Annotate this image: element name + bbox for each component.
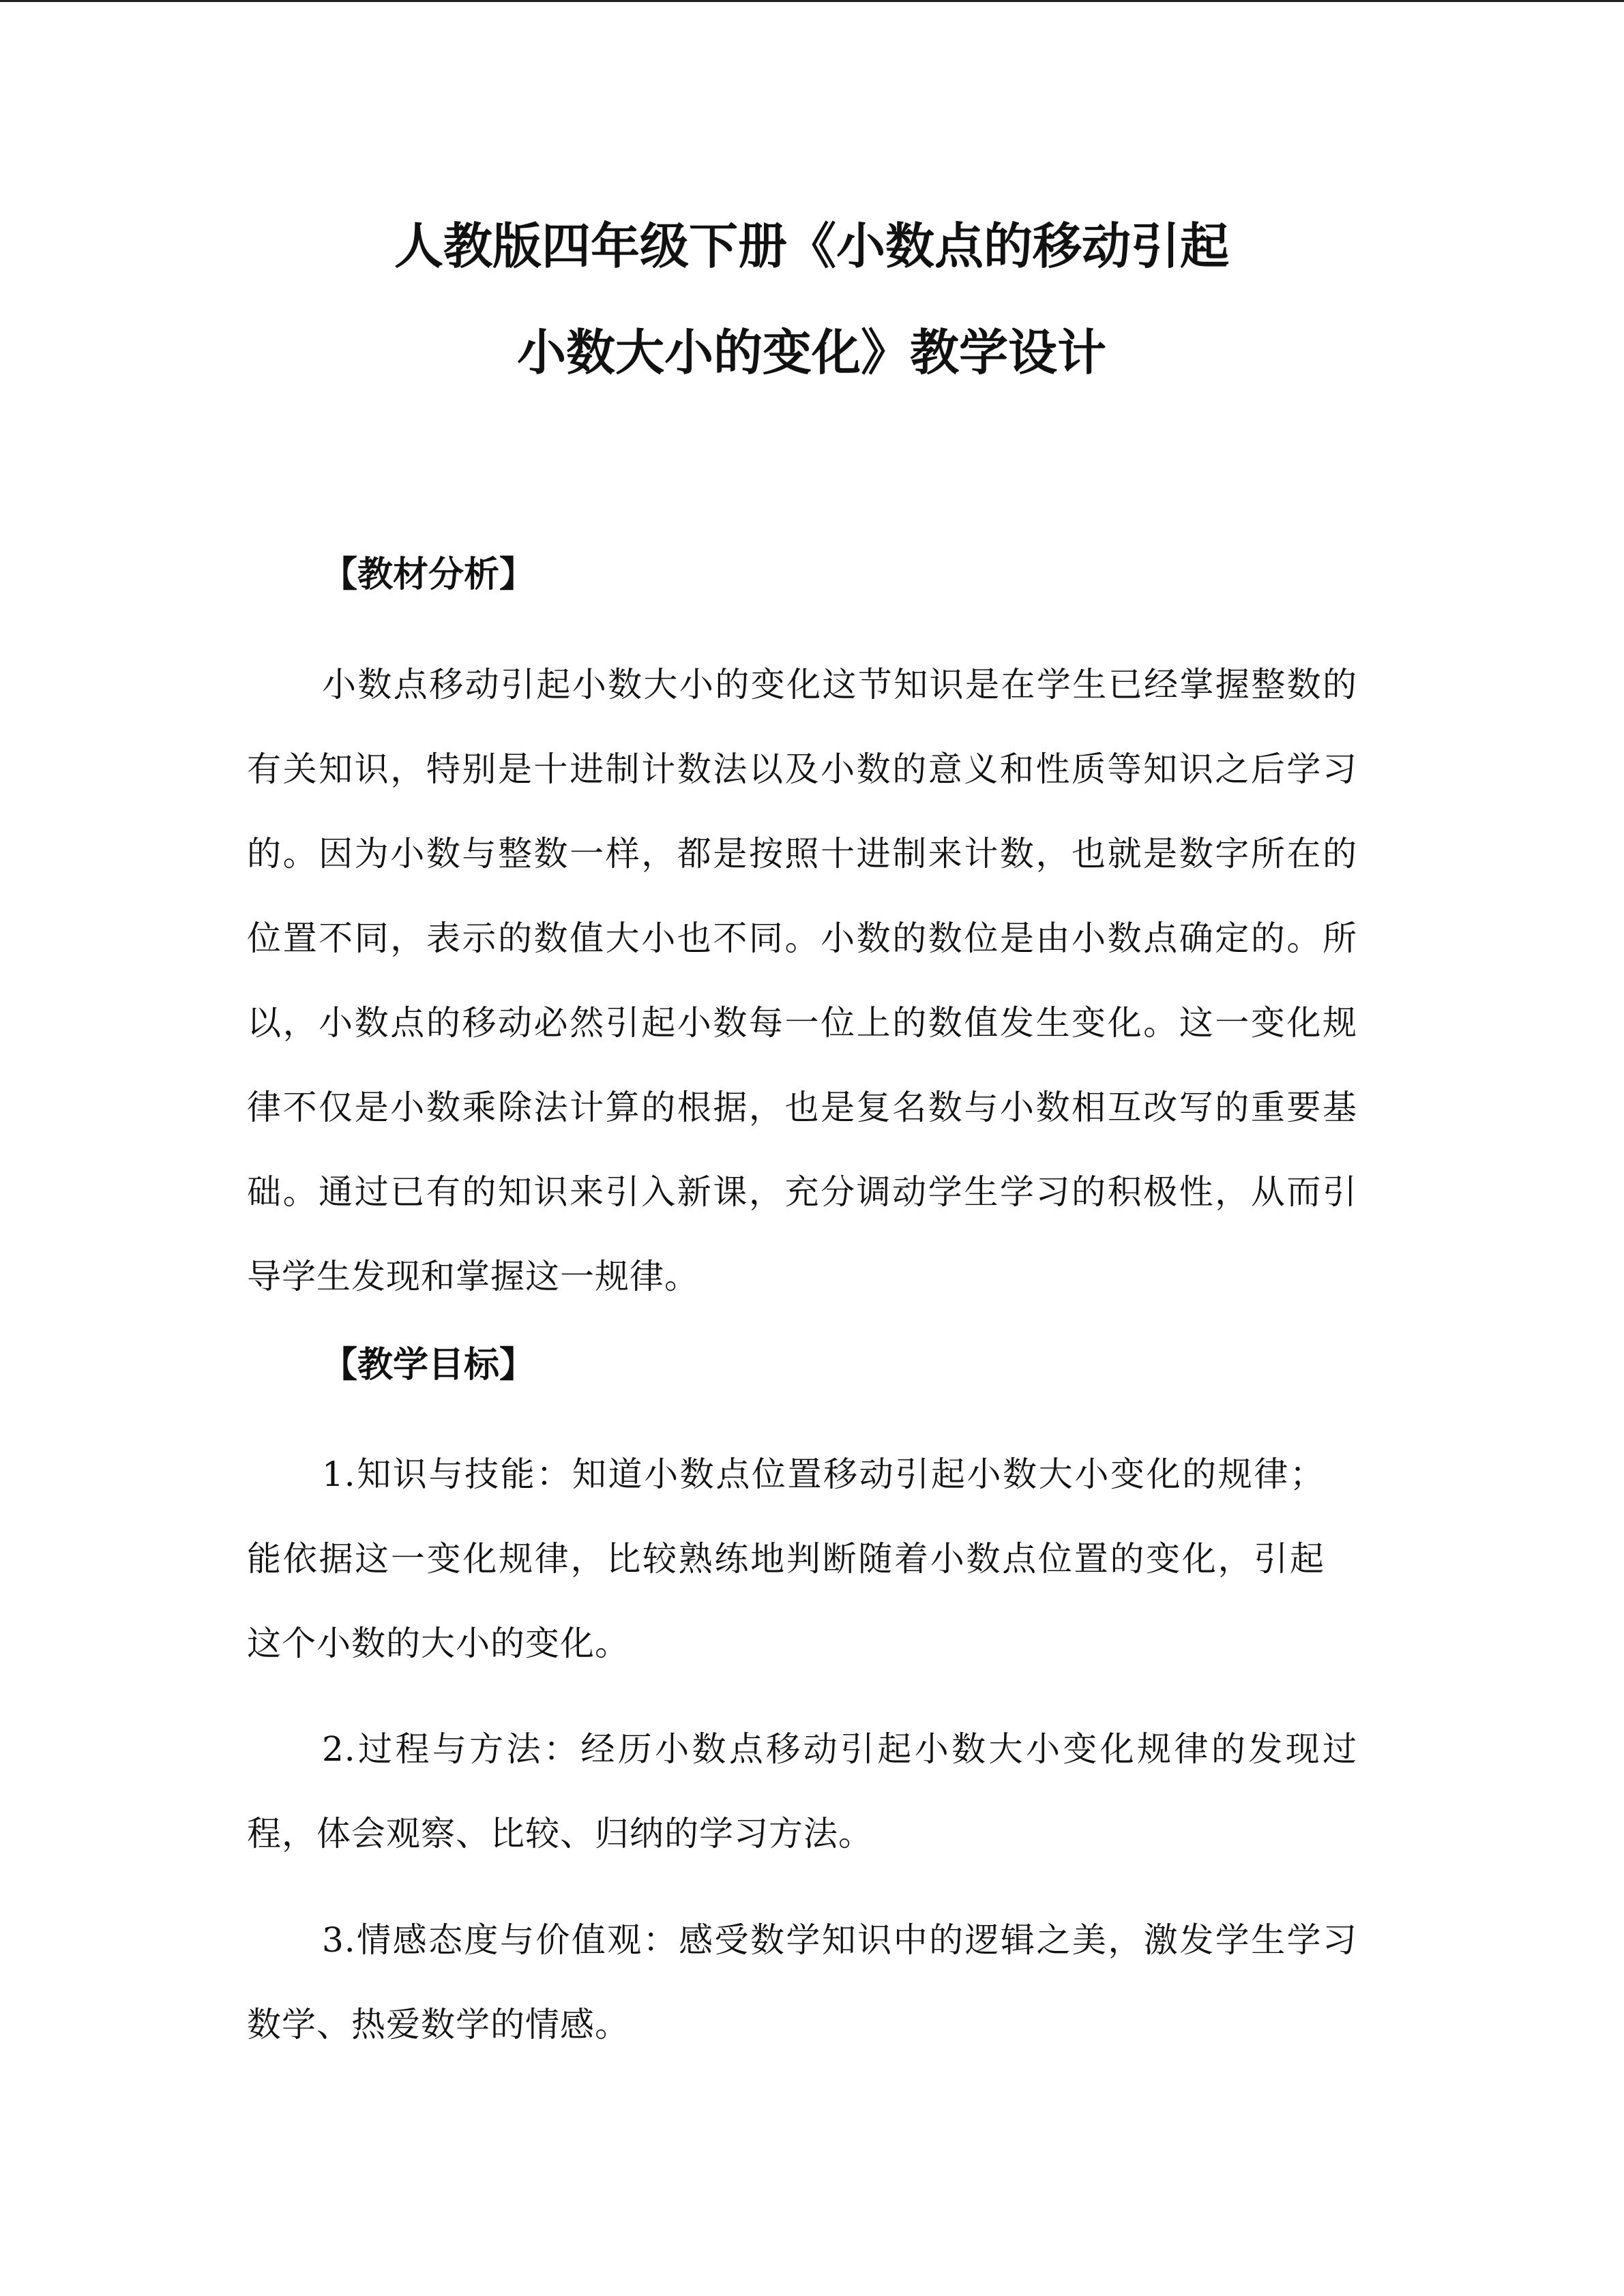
document-title-line-1: 人教版四年级下册《小数点的移动引起 [394,217,1229,275]
paragraph-objective-emotion-values: 3.情感态度与价值观：感受数学知识中的逻辑之美，激发学生学习数学、热爱数学的情感。 [247,1920,1357,2044]
page-top-border [0,0,1624,2]
document-title-line-2: 小数大小的变化》教学设计 [516,323,1106,381]
section-heading-textbook-analysis: 【教材分析】 [322,554,535,595]
paragraph-textbook-analysis: 小数点移动引起小数大小的变化这节知识是在学生已经掌握整数的有关知识，特别是十进制计数法以及小数的意义和性质等知识之后学习的。因为小数与整数一样，都是按照十进制来计数，也就是数字所在的位置不同，表示的数值大小也不同。小数的数位是由小数点确定的。所以，小数点的移动必然引起小数每一位上的数值发生变化。这一变化规律不仅是小数乘除法计算的根据，也是复名数与小数相互改写的重要基础。通过已有的知识来引入新课，充分调动学生学习的积极性，从而引导学生发现和掌握这一规律。 [247,665,1357,1296]
section-heading-teaching-objectives: 【教学目标】 [322,1344,535,1386]
paragraph-objective-process-method: 2.过程与方法：经历小数点移动引起小数大小变化规律的发现过程，体会观察、比较、归纳的学习方法。 [247,1729,1357,1853]
paragraph-objective-knowledge-skills: 1.知识与技能：知道小数点位置移动引起小数大小变化的规律；能依据这一变化规律，比较熟练地判断随着小数点位置的变化，引起这个小数的大小的变化。 [247,1455,1325,1663]
